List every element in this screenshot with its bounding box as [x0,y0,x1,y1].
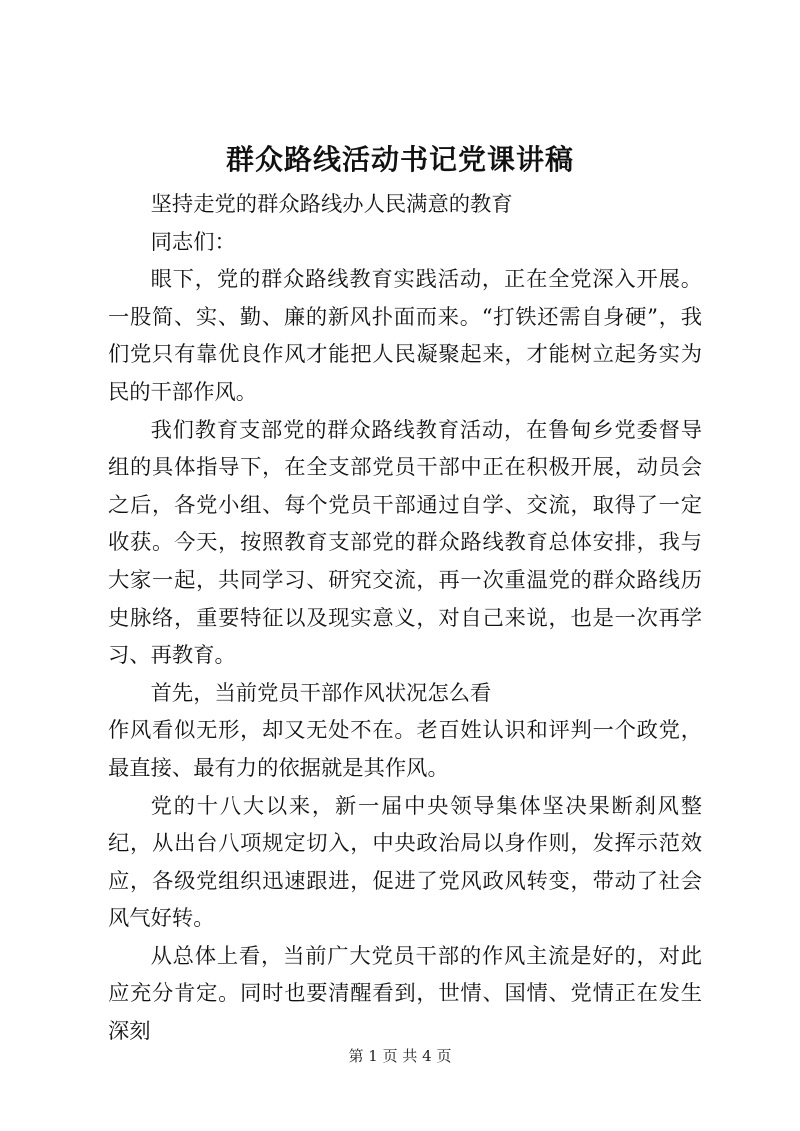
paragraph: 眼下，党的群众路线教育实践活动，正在全党深入开展。一股简、实、勤、廉的新风扑面而来。“打铁还需自身硬”，我们党只有靠优良作风才能把人民凝聚起来，才能树立起务实为民的干部作风。 [108,267,702,405]
page-number-footer: 第 1 页 共 4 页 [348,1047,452,1065]
paragraph-salutation: 同志们： [150,229,236,255]
paragraph: 党的十八大以来，新一届中央领导集体坚决果断刹风整纪，从出台八项规定切入，中央政治局以身作则，发挥示范效应，各级党组织迅速跟进，促进了党风政风转变，带动了社会风气好转。 [108,793,702,932]
paragraph: 作风看似无形，却又无处不在。老百姓认识和评判一个政党，最直接、最有力的依据就是其作风。 [108,718,702,781]
document-body [108,186,702,1051]
paragraph: 从总体上看，当前广大党员干部的作风主流是好的，对此应充分肯定。同时也要清醒看到，世情、国情、党情正在发生深刻 [108,943,702,1045]
paragraph-heading: 首先，当前党员干部作风状况怎么看 [150,680,492,706]
document-title: 群众路线活动书记党课讲稿 [225,143,574,176]
paragraph: 我们教育支部党的群众路线教育活动，在鲁甸乡党委督导组的具体指导下，在全支部党员干部中正在积极开展，动员会之后，各党小组、每个党员干部通过自学、交流，取得了一定收获。今天，按照教育支部党的群众路线教育总体安排，我与大家一起，共同学习、研究交流，再一次重温党的群众路线历史脉络，重要特征以及现实意义，对自己来说，也是一次再学习、再教育。 [108,417,702,669]
paragraph-subtitle: 坚持走党的群众路线办人民满意的教育 [150,192,513,217]
